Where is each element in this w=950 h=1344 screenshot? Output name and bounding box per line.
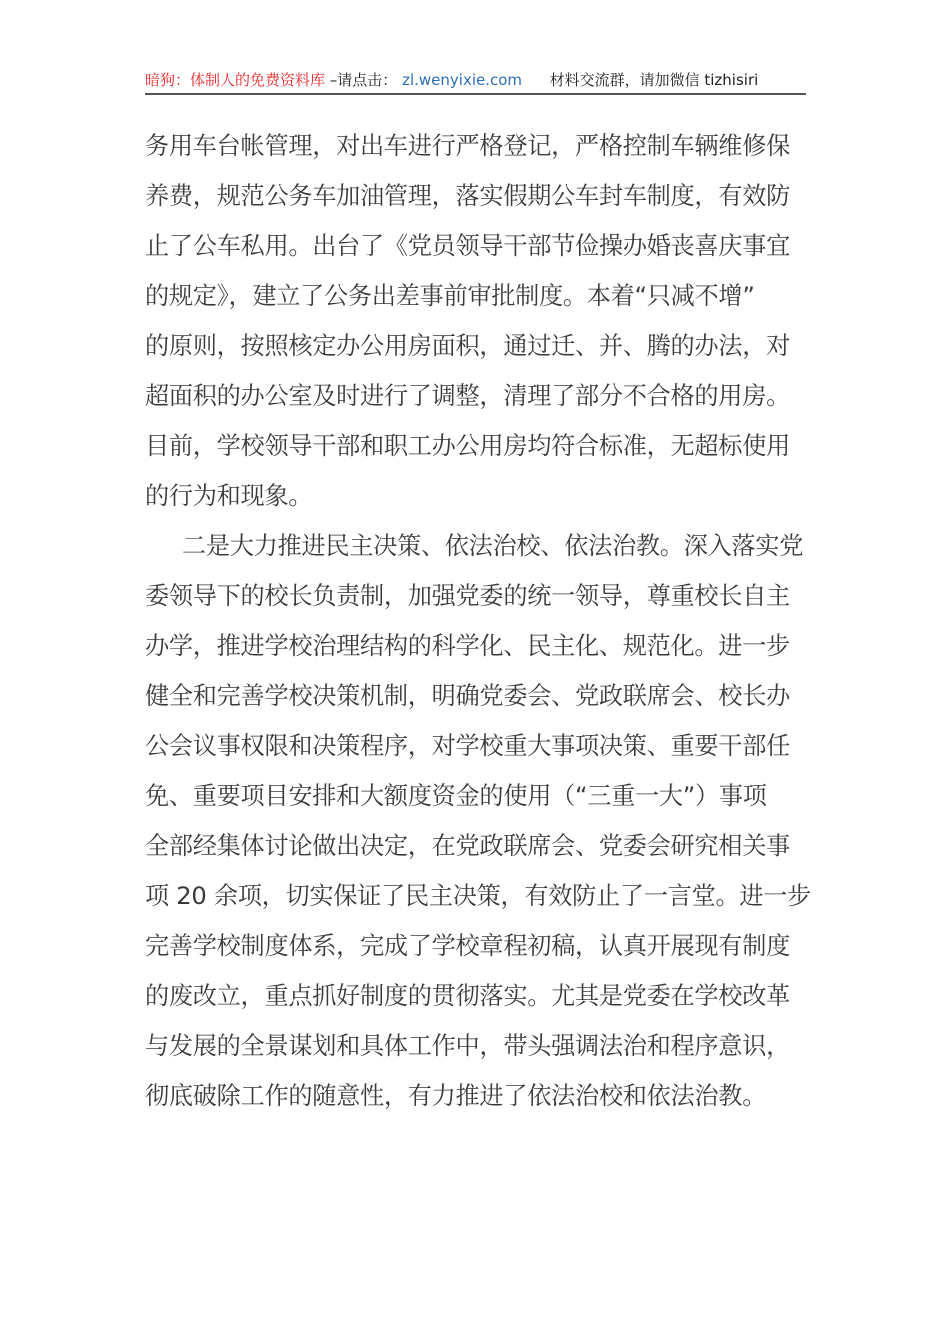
text-line: 的原则，按照核定办公用房面积，通过迁、并、腾的办法，对 xyxy=(145,332,790,360)
text-line: 务用车台帐管理，对出车进行严格登记，严格控制车辆维修保 xyxy=(145,132,790,160)
click-prompt: –请点击： xyxy=(329,71,398,89)
text-line: 公会议事权限和决策程序，对学校重大事项决策、重要干部任 xyxy=(145,732,790,760)
text-line: 项 20 余项，切实保证了民主决策，有效防止了一言堂。进一步 xyxy=(145,882,812,910)
paragraph-2 xyxy=(145,521,810,1121)
paragraph-1 xyxy=(145,121,810,521)
header-divider xyxy=(145,93,806,95)
site-url-link[interactable]: zl.wenyixie.com xyxy=(402,71,523,89)
text-line: 的行为和现象。 xyxy=(145,482,313,510)
text-line: 超面积的办公室及时进行了调整，清理了部分不合格的用房。 xyxy=(145,382,790,410)
text-line: 免、重要项目安排和大额度资金的使用（“三重一大”）事项 xyxy=(145,782,767,810)
site-name: 暗狗：体制人的免费资料库 xyxy=(145,71,326,89)
text-line: 健全和完善学校决策机制，明确党委会、党政联席会、校长办 xyxy=(145,682,790,710)
page-header xyxy=(145,68,806,92)
text-line: 目前，学校领导干部和职工办公用房均符合标准，无超标使用 xyxy=(145,432,790,460)
text-line: 二是大力推进民主决策、依法治校、依法治教。深入落实党 xyxy=(182,532,804,560)
text-line: 全部经集体讨论做出决定，在党政联席会、党委会研究相关事 xyxy=(145,832,790,860)
text-line: 的废改立，重点抓好制度的贯彻落实。尤其是党委在学校改革 xyxy=(145,982,790,1010)
document-body xyxy=(145,121,810,1121)
text-line: 与发展的全景谋划和具体工作中，带头强调法治和程序意识， xyxy=(145,1032,790,1060)
text-line: 办学，推进学校治理结构的科学化、民主化、规范化。进一步 xyxy=(145,632,790,660)
text-line: 委领导下的校长负责制，加强党委的统一领导，尊重校长自主 xyxy=(145,582,790,610)
text-line: 彻底破除工作的随意性，有力推进了依法治校和依法治教。 xyxy=(145,1082,767,1110)
text-line: 止了公车私用。出台了《党员领导干部节俭操办婚丧喜庆事宜 xyxy=(145,232,790,260)
text-line: 的规定》，建立了公务出差事前审批制度。本着“只减不增” xyxy=(145,282,755,310)
wechat-contact-text: 材料交流群，请加微信 tizhisiri xyxy=(549,71,759,89)
text-line: 完善学校制度体系，完成了学校章程初稿，认真开展现有制度 xyxy=(145,932,790,960)
text-line: 养费，规范公务车加油管理，落实假期公车封车制度，有效防 xyxy=(145,182,790,210)
